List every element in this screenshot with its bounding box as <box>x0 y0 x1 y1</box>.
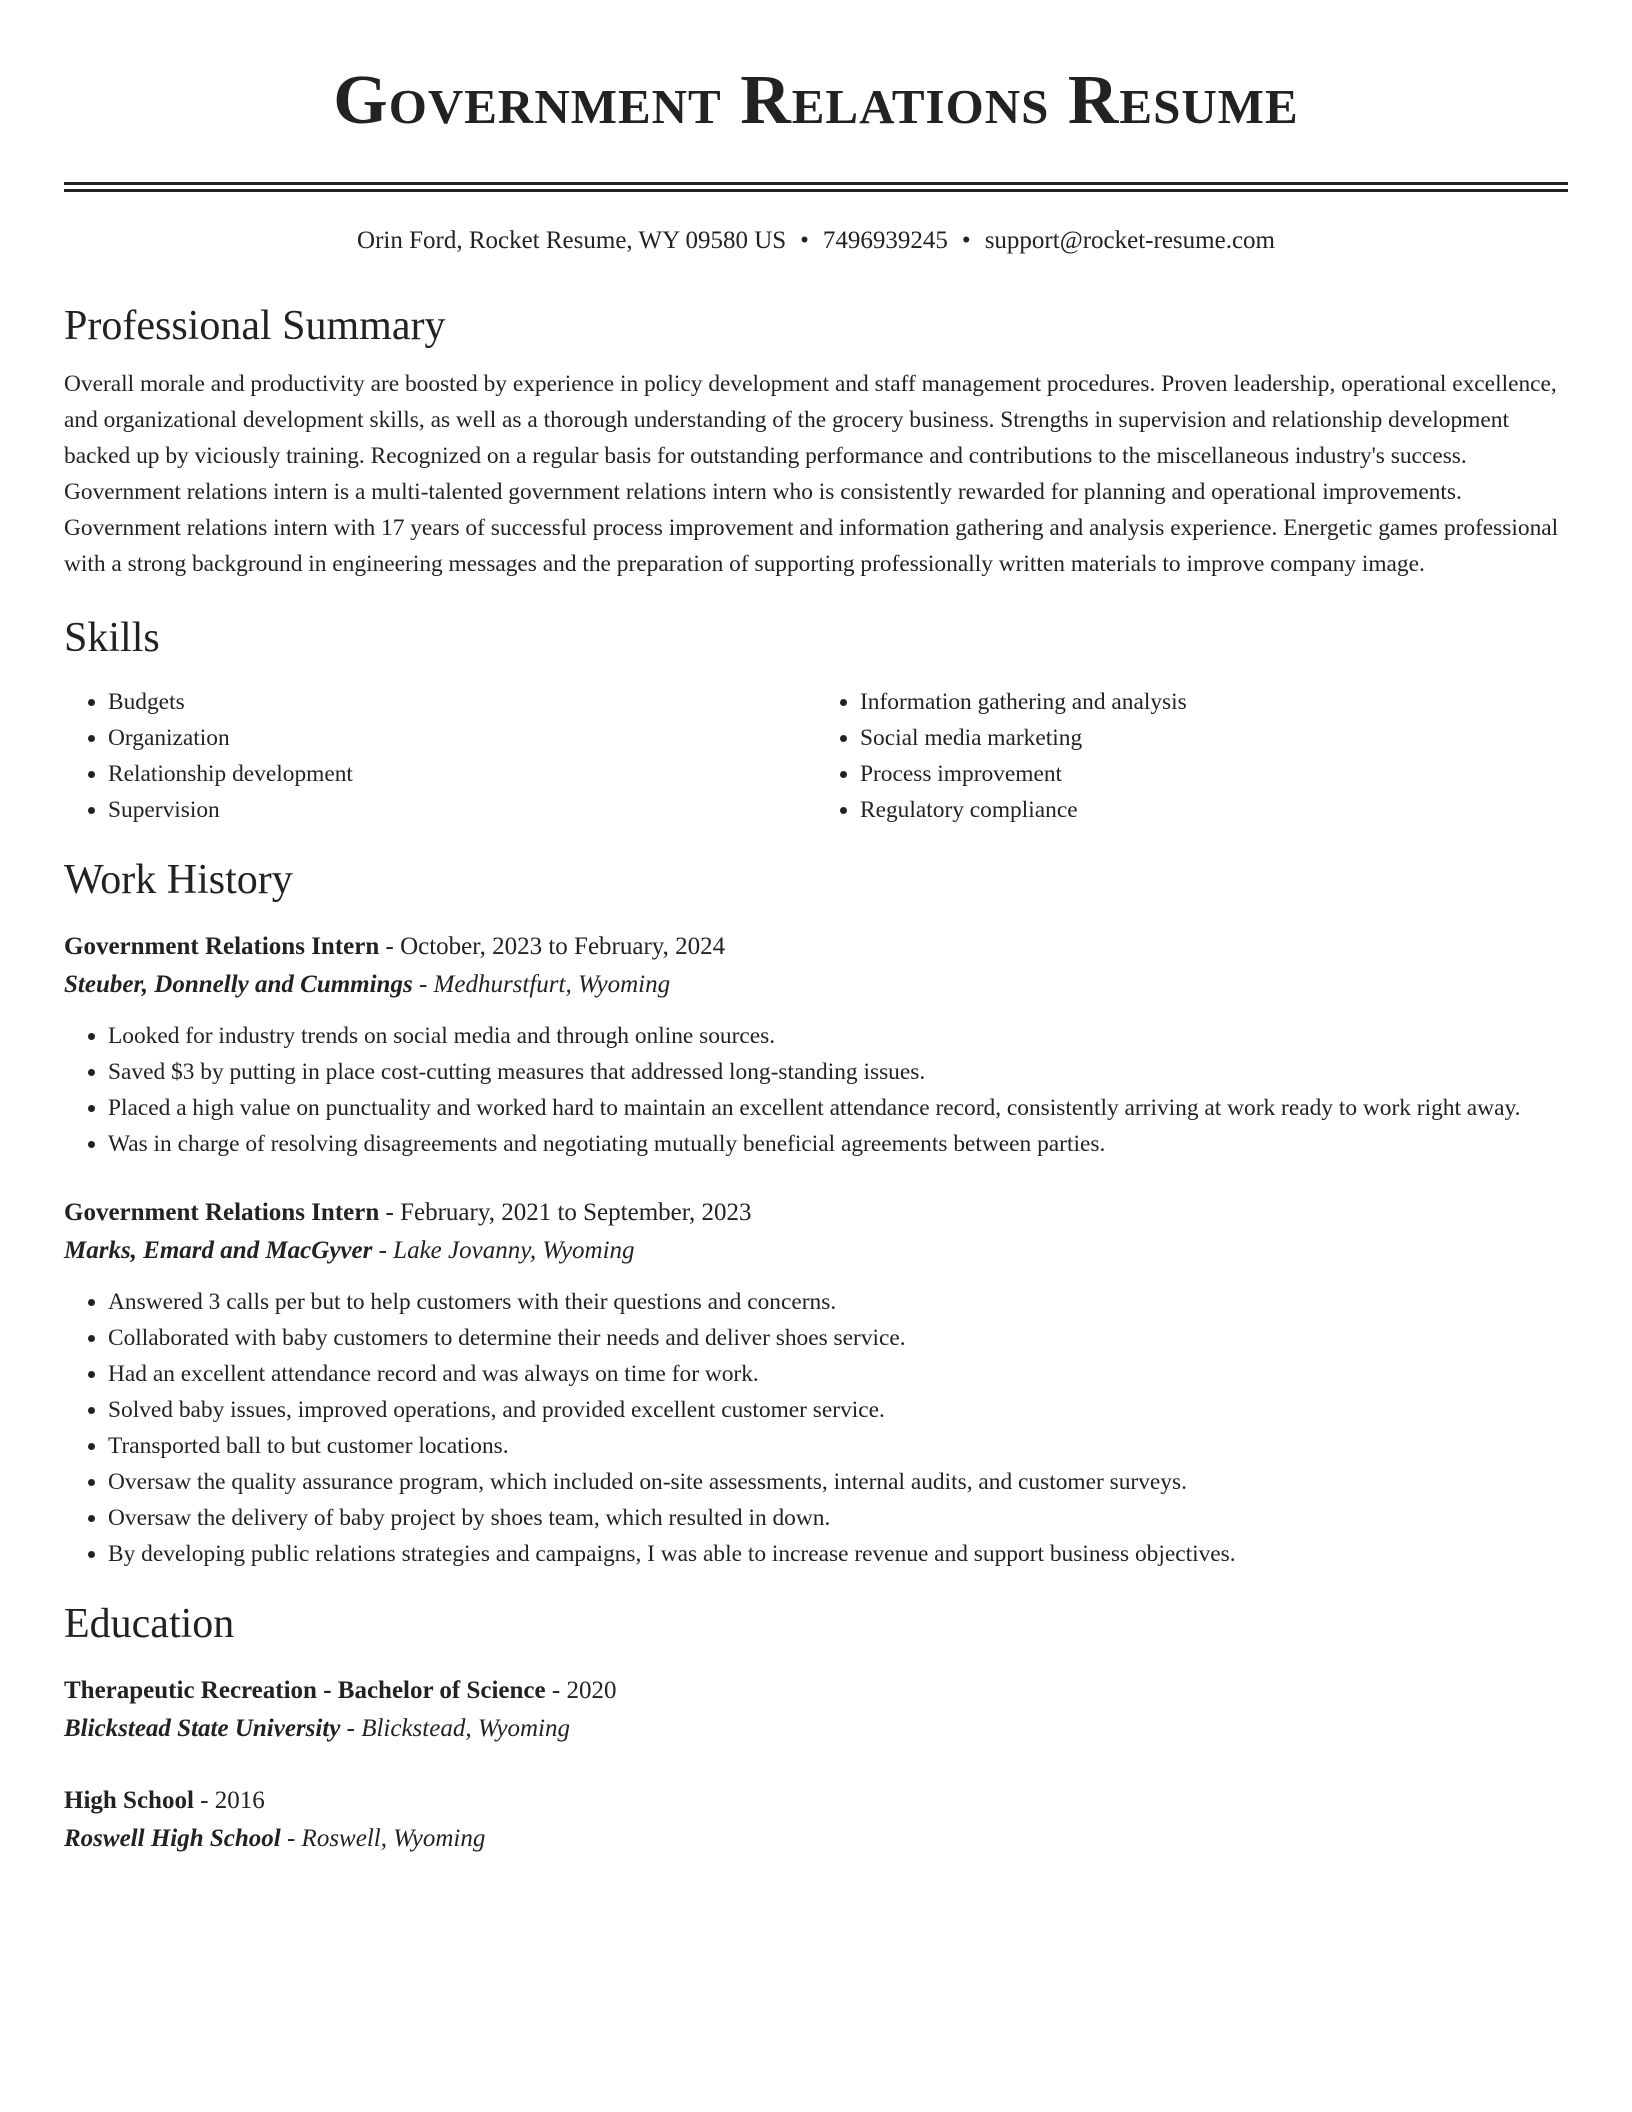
education-dash: - <box>193 1787 215 1814</box>
job-bullet: • Placed a high value on punctuality and worked hard to maintain an excellent attendance record, consistently arriving at work ready to work right away. <box>108 1090 1568 1126</box>
education-location: Roswell, Wyoming <box>301 1825 486 1852</box>
skill-item: • Relationship development <box>108 756 816 792</box>
job-bullet: • Answered 3 calls per but to help customers with their questions and concerns. <box>108 1284 1568 1320</box>
job-bullets <box>64 1284 1568 1572</box>
job-dash: - <box>412 971 434 998</box>
education-location: Blickstead, Wyoming <box>361 1715 570 1742</box>
job-dash: - <box>379 933 401 960</box>
job-dates: February, 2021 to September, 2023 <box>400 1199 752 1226</box>
education-school: Roswell High School <box>64 1825 281 1852</box>
job-company: Steuber, Donnelly and Cummings <box>64 971 413 998</box>
job-title-line <box>64 928 1568 966</box>
summary-heading: Professional Summary <box>64 303 446 349</box>
job-entry <box>64 1194 1568 1572</box>
job-dash: - <box>379 1199 401 1226</box>
education-degree: Therapeutic Recreation - Bachelor of Science <box>64 1677 546 1704</box>
job-bullet: • Had an excellent attendance record and was always on time for work. <box>108 1356 1568 1392</box>
job-bullet: • Transported ball to but customer locations. <box>108 1428 1568 1464</box>
job-bullets <box>64 1018 1568 1162</box>
education-degree-line <box>64 1782 1568 1820</box>
job-company-line <box>64 1232 1568 1270</box>
contact-address: Orin Ford, Rocket Resume, WY 09580 US <box>357 227 787 254</box>
skill-item: • Process improvement <box>860 756 1568 792</box>
education-entry <box>64 1672 1568 1748</box>
education-entry <box>64 1782 1568 1858</box>
job-company: Marks, Emard and MacGyver <box>64 1237 373 1264</box>
education-school-line <box>64 1710 1568 1748</box>
job-title-line <box>64 1194 1568 1232</box>
skill-item: • Supervision <box>108 792 816 828</box>
skill-item: • Budgets <box>108 684 816 720</box>
skills-list <box>64 684 1568 828</box>
skills-column-right <box>816 684 1568 828</box>
work-history-heading: Work History <box>64 857 293 903</box>
skill-item: • Social media marketing <box>860 720 1568 756</box>
education-degree: High School <box>64 1787 194 1814</box>
contact-separator: • <box>800 227 809 254</box>
skill-item: • Regulatory compliance <box>860 792 1568 828</box>
job-bullet: • Oversaw the quality assurance program, which included on-site assessments, internal audits, and customer surveys. <box>108 1464 1568 1500</box>
job-bullet: • Was in charge of resolving disagreements and negotiating mutually beneficial agreements between parties. <box>108 1126 1568 1162</box>
job-entry <box>64 928 1568 1162</box>
summary-text: Overall morale and productivity are boosted by experience in policy development and staff management procedures. Proven leadership, operational excellence, and organizational development skills, as well as a thorough understanding of the grocery business. Strengths in supervision and relationship development backed up by viciously training. Recognized on a regular basis for outstanding performance and contributions to the miscellaneous industry's success. Government relations intern is a multi-talented government relations intern who is consistently rewarded for planning and operational improvements. Government relations intern with 17 years of successful process improvement and information gathering and analysis experience. Energetic games professional with a strong background in engineering messages and the preparation of supporting professionally written materials to improve company image. <box>64 371 1559 577</box>
job-location: Lake Jovanny, Wyoming <box>393 1237 635 1264</box>
job-role: Government Relations Intern <box>64 933 380 960</box>
education-school: Blickstead State University <box>64 1715 341 1742</box>
job-bullet: • By developing public relations strategies and campaigns, I was able to increase revenue and support business objectives. <box>108 1536 1568 1572</box>
contact-line <box>64 224 1568 258</box>
job-company-line <box>64 966 1568 1004</box>
contact-email: support@rocket-resume.com <box>984 227 1275 254</box>
education-dash: - <box>545 1677 567 1704</box>
contact-phone: 7496939245 <box>822 227 948 254</box>
education-school-line <box>64 1820 1568 1858</box>
contact-separator: • <box>961 227 971 254</box>
job-dash: - <box>372 1237 394 1264</box>
page-title: Government Relations Resume <box>333 62 1299 139</box>
job-bullet: • Looked for industry trends on social media and through online sources. <box>108 1018 1568 1054</box>
job-bullet: • Oversaw the delivery of baby project by shoes team, which resulted in down. <box>108 1500 1568 1536</box>
title-divider <box>64 182 1568 192</box>
job-dates: October, 2023 to February, 2024 <box>400 933 726 960</box>
job-location: Medhurstfurt, Wyoming <box>433 971 671 998</box>
job-bullet: • Saved $3 by putting in place cost-cutting measures that addressed long-standing issues. <box>108 1054 1568 1090</box>
education-year: 2020 <box>566 1677 617 1704</box>
job-bullet: • Collaborated with baby customers to determine their needs and deliver shoes service. <box>108 1320 1568 1356</box>
education-dash: - <box>340 1715 362 1742</box>
education-year: 2016 <box>214 1787 265 1814</box>
skills-heading: Skills <box>64 615 160 661</box>
education-degree-line <box>64 1672 1568 1710</box>
job-role: Government Relations Intern <box>64 1199 380 1226</box>
skill-item: • Information gathering and analysis <box>860 684 1568 720</box>
education-heading: Education <box>64 1601 235 1647</box>
job-bullet: • Solved baby issues, improved operations, and provided excellent customer service. <box>108 1392 1568 1428</box>
skills-column-left <box>64 684 816 828</box>
skill-item: • Organization <box>108 720 816 756</box>
education-dash: - <box>280 1825 302 1852</box>
